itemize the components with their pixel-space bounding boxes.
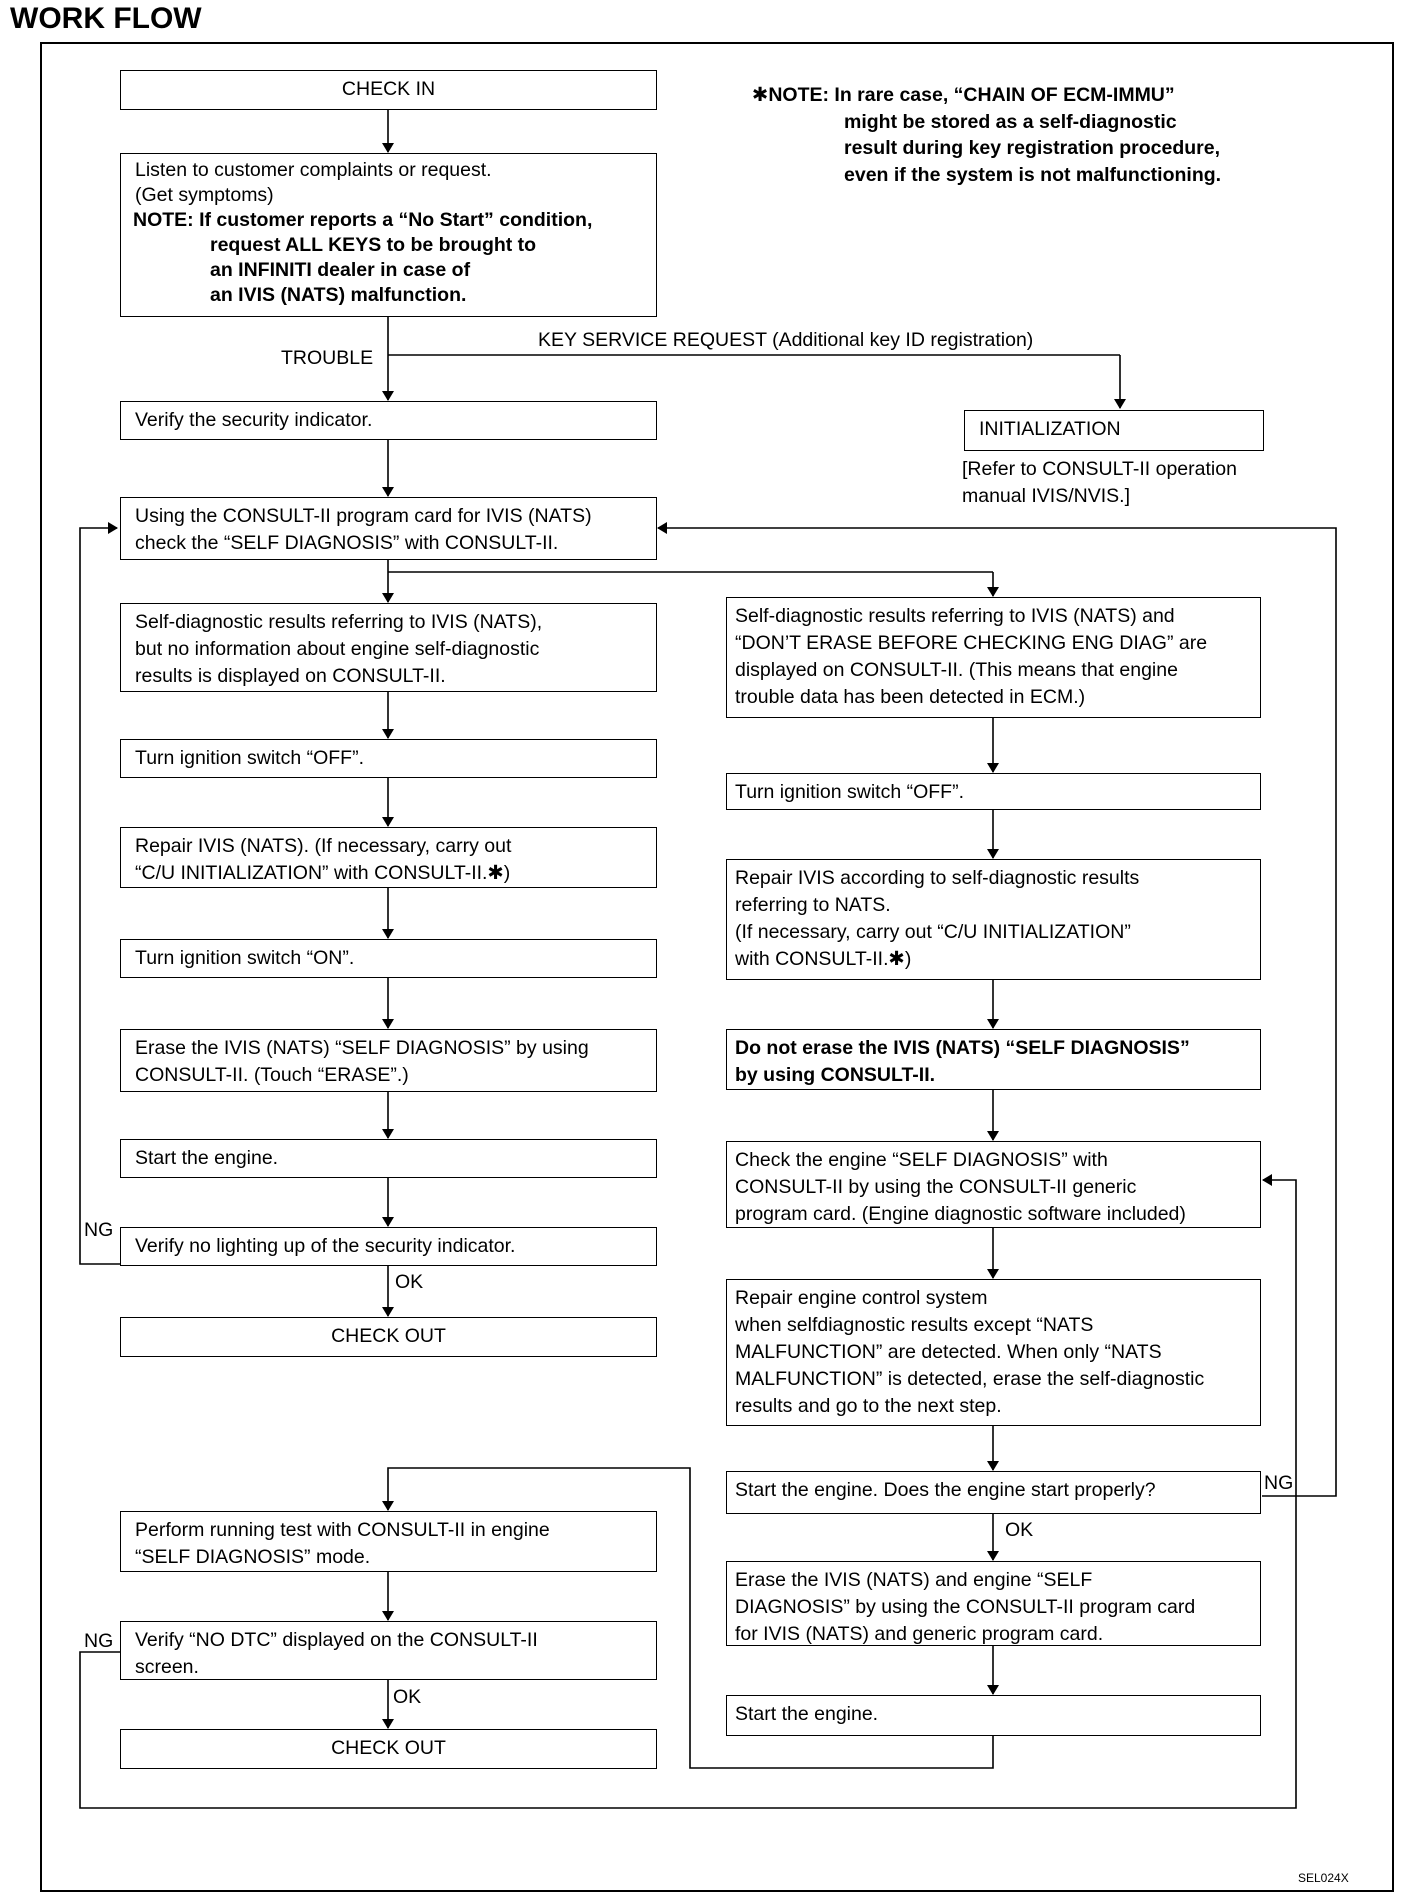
box-consult-self-diagnosis	[120, 497, 657, 560]
box-right-erase-both	[726, 1561, 1261, 1646]
label-trouble: TROUBLE	[281, 347, 374, 369]
box-right-repair-engine-control	[726, 1279, 1261, 1426]
right-results-line-4: trouble data has been detected in ECM.)	[735, 686, 1086, 708]
box-running-test	[120, 1511, 657, 1572]
left-erase-line-1: Erase the IVIS (NATS) “SELF DIAGNOSIS” by using	[135, 1037, 589, 1059]
right-erase-line-3: for IVIS (NATS) and generic program card.	[735, 1623, 1104, 1645]
verify-dtc-line-2: screen.	[135, 1656, 199, 1678]
box-left-self-diagnostic-results	[120, 603, 657, 692]
right-repair-engine-line-1: Repair engine control system	[735, 1287, 988, 1309]
box-left-verify-no-lighting	[120, 1227, 657, 1266]
box-right-repair-ivis	[726, 859, 1261, 980]
right-erase-line-1: Erase the IVIS (NATS) and engine “SELF	[735, 1569, 1093, 1591]
label-key-service-request: KEY SERVICE REQUEST (Additional key ID registration)	[538, 329, 1034, 351]
box-listen-customer	[120, 153, 657, 317]
label-ok-left: OK	[395, 1271, 424, 1293]
initialization-reference	[962, 456, 1237, 510]
box-right-start-engine	[726, 1695, 1261, 1736]
right-repair-line-4: with CONSULT-II.✱)	[735, 948, 912, 970]
note-line-3: result during key registration procedure,	[844, 137, 1221, 159]
box-right-ignition-off	[726, 773, 1261, 810]
note-line-2: might be stored as a self-diagnostic	[844, 110, 1177, 133]
right-start-q-label: Start the engine. Does the engine start properly?	[735, 1479, 1156, 1501]
label-ng-left: NG	[84, 1219, 114, 1241]
right-repair-line-3: (If necessary, carry out “C/U INITIALIZATION”	[735, 921, 1131, 943]
box-right-self-diagnostic-results	[726, 597, 1261, 718]
note-line-4: even if the system is not malfunctioning.	[844, 163, 1222, 186]
listen-line-2: (Get symptoms)	[135, 184, 274, 206]
box-left-repair-ivis	[120, 827, 657, 888]
right-results-line-1: Self-diagnostic results referring to IVIS (NATS) and	[735, 605, 1175, 627]
left-erase-line-2: CONSULT-II. (Touch “ERASE”.)	[135, 1064, 409, 1086]
init-ref-line-1: [Refer to CONSULT-II operation	[962, 458, 1237, 480]
left-verify-no-light-label: Verify no lighting up of the security indicator.	[135, 1235, 516, 1257]
label-ok-right: OK	[1005, 1519, 1034, 1541]
consult-line-1: Using the CONSULT-II program card for IVIS (NATS)	[135, 505, 592, 527]
right-check-line-1: Check the engine “SELF DIAGNOSIS” with	[735, 1149, 1108, 1171]
check-in-label: CHECK IN	[341, 78, 436, 100]
listen-note-3: an INFINITI dealer in case of	[210, 259, 471, 281]
running-line-1: Perform running test with CONSULT-II in engine	[135, 1519, 550, 1541]
listen-line-1: Listen to customer complaints or request.	[135, 159, 492, 181]
box-left-erase-self-diagnosis	[120, 1029, 657, 1092]
note-chain-ecm-immu	[752, 82, 1221, 188]
left-results-line-1: Self-diagnostic results referring to IVIS (NATS),	[135, 611, 543, 633]
ng-loop-left	[80, 528, 120, 1264]
left-repair-line-1: Repair IVIS (NATS). (If necessary, carry out	[135, 835, 512, 857]
right-donot-line-2: by using CONSULT-II.	[735, 1064, 936, 1086]
left-results-line-3: results is displayed on CONSULT-II.	[135, 665, 446, 687]
label-ng-right: NG	[1264, 1472, 1294, 1494]
box-left-start-engine	[120, 1139, 657, 1178]
left-start-label: Start the engine.	[135, 1147, 279, 1169]
box-verify-no-dtc	[120, 1621, 657, 1680]
right-repair-line-2: referring to NATS.	[735, 894, 891, 916]
right-check-line-3: program card. (Engine diagnostic software included)	[735, 1203, 1186, 1225]
label-ok-bottom: OK	[393, 1686, 422, 1708]
right-donot-line-1: Do not erase the IVIS (NATS) “SELF DIAGNOSIS”	[735, 1037, 1190, 1059]
listen-note-1: NOTE: If customer reports a “No Start” condition,	[133, 209, 593, 231]
box-initialization	[964, 410, 1264, 451]
box-left-check-out	[120, 1317, 657, 1357]
left-off-label: Turn ignition switch “OFF”.	[135, 747, 364, 769]
init-ref-line-2: manual IVIS/NVIS.]	[962, 485, 1130, 507]
box-left-ignition-off	[120, 739, 657, 778]
right-results-line-3: displayed on CONSULT-II. (This means that engine	[735, 659, 1178, 681]
figure-id: SEL024X	[1298, 1871, 1349, 1885]
left-repair-line-2: “C/U INITIALIZATION” with CONSULT-II.✱)	[135, 862, 511, 884]
label-ng-bottom: NG	[84, 1630, 114, 1652]
left-results-line-2: but no information about engine self-diagnostic	[135, 638, 540, 660]
right-check-line-2: CONSULT-II by using the CONSULT-II generic	[735, 1176, 1137, 1198]
right-off-label: Turn ignition switch “OFF”.	[735, 781, 964, 803]
box-verify-security-indicator	[120, 401, 657, 440]
right-repair-engine-line-2: when selfdiagnostic results except “NATS	[735, 1314, 1094, 1336]
box-bottom-check-out	[120, 1729, 657, 1769]
right-results-line-2: “DON’T ERASE BEFORE CHECKING ENG DIAG” are	[735, 632, 1208, 654]
right-repair-engine-line-5: results and go to the next step.	[735, 1395, 1002, 1417]
initialization-label: INITIALIZATION	[979, 418, 1121, 440]
note-line-1: ✱NOTE: In rare case, “CHAIN OF ECM-IMMU”	[752, 84, 1175, 106]
box-right-start-engine-question	[726, 1471, 1261, 1514]
listen-note-2: request ALL KEYS to be brought to	[210, 234, 537, 256]
verify-dtc-line-1: Verify “NO DTC” displayed on the CONSULT-II	[135, 1629, 538, 1651]
left-on-label: Turn ignition switch “ON”.	[135, 947, 355, 969]
right-start-label: Start the engine.	[735, 1703, 879, 1725]
bottom-check-out-label: CHECK OUT	[331, 1737, 446, 1759]
verify-indicator-label: Verify the security indicator.	[135, 409, 373, 431]
left-check-out-label: CHECK OUT	[331, 1325, 446, 1347]
page-title: WORK FLOW	[10, 2, 202, 35]
right-repair-engine-line-3: MALFUNCTION” are detected. When only “NATS	[735, 1341, 1162, 1363]
box-left-ignition-on	[120, 939, 657, 978]
right-erase-line-2: DIAGNOSIS” by using the CONSULT-II program card	[735, 1596, 1196, 1618]
box-right-check-engine-diagnosis	[726, 1141, 1261, 1228]
box-check-in	[120, 70, 657, 110]
consult-line-2: check the “SELF DIAGNOSIS” with CONSULT-II.	[135, 532, 559, 554]
right-repair-engine-line-4: MALFUNCTION” is detected, erase the self-diagnostic	[735, 1368, 1205, 1390]
listen-note-4: an IVIS (NATS) malfunction.	[210, 284, 467, 306]
running-line-2: “SELF DIAGNOSIS” mode.	[135, 1546, 371, 1568]
box-right-do-not-erase	[726, 1029, 1261, 1090]
right-repair-line-1: Repair IVIS according to self-diagnostic results	[735, 867, 1140, 889]
